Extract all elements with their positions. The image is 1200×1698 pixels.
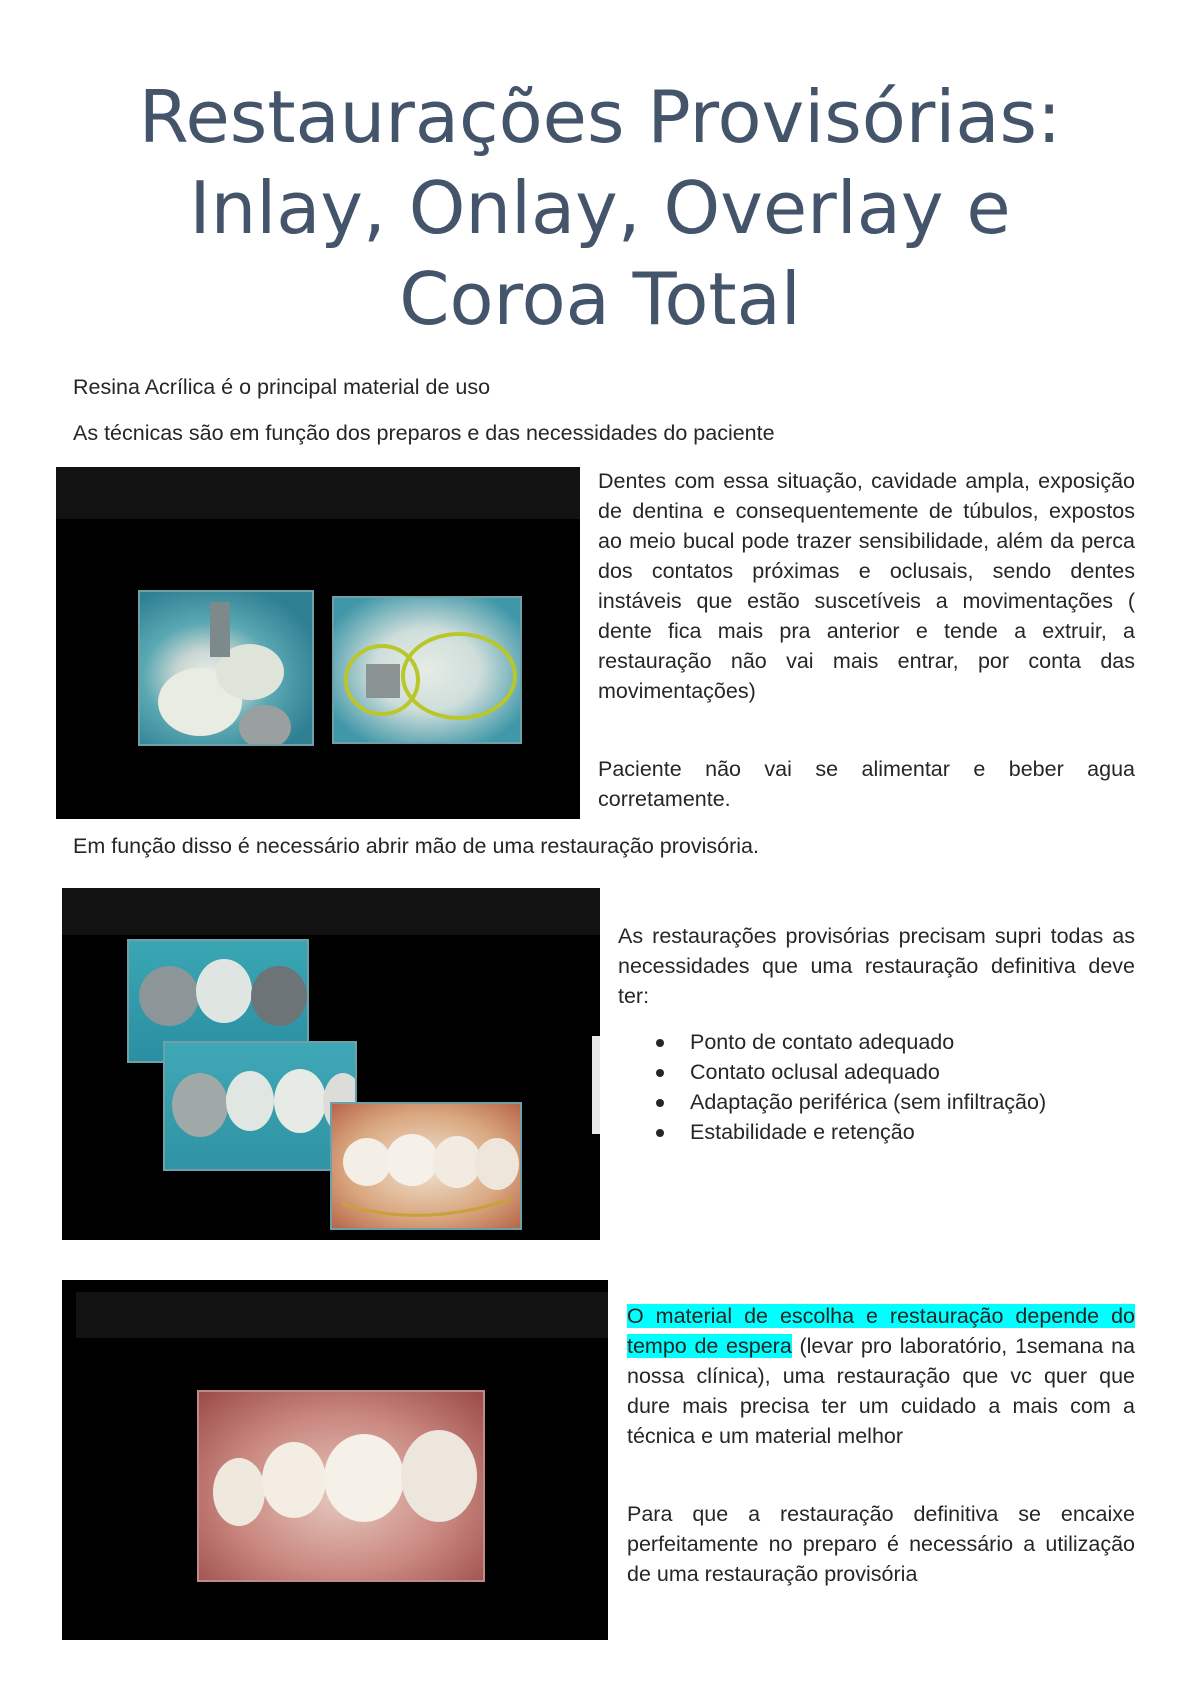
slide-header-bar bbox=[62, 888, 600, 935]
list-item: Adaptação periférica (sem infiltração) bbox=[648, 1087, 1046, 1117]
title-line-2: Inlay, Onlay, Overlay e bbox=[189, 166, 1011, 250]
cavity-preparation-photo bbox=[56, 467, 580, 819]
title-line-1: Restaurações Provisórias: bbox=[138, 75, 1062, 159]
intro-paragraph-1: Resina Acrílica é o principal material de uso bbox=[73, 375, 491, 399]
section2-intro: As restaurações provisórias precisam supri todas as necessidades que uma restauração definitiva deve ter: bbox=[618, 924, 1135, 1008]
section1-paragraph-2: Paciente não vai se alimentar e beber agua corretamente. bbox=[598, 757, 1135, 811]
restorations-closeup-image bbox=[197, 1390, 485, 1582]
slide-header-bar bbox=[76, 1292, 608, 1338]
section1-paragraph-1: Dentes com essa situação, cavidade ampla, exposição de dentina e consequentemente de túbulos, expostos ao meio bucal pode trazer sensibilidade, além da perca dos contatos próximas e oclusais, sendo dentes instáveis que estão suscetíveis a movimentações ( dente fica mais pra anterior e tende a extruir, a restauração não vai mais entrar, por conta das movimentações) bbox=[598, 469, 1135, 703]
prepared-teeth-image bbox=[163, 1041, 357, 1171]
bridge-paragraph: Em função disso é necessário abrir mão de uma restauração provisória. bbox=[73, 834, 759, 858]
list-item: Contato oclusal adequado bbox=[648, 1057, 1046, 1087]
highlighted-text: O material de escolha e restauração depende do tempo de espera bbox=[627, 1304, 1135, 1358]
slide-edge bbox=[592, 1036, 600, 1134]
requirements-list bbox=[648, 1027, 1046, 1147]
list-item: Estabilidade e retenção bbox=[648, 1117, 1046, 1147]
restored-teeth-photo bbox=[62, 1280, 608, 1640]
section3-paragraph-2: Para que a restauração definitiva se encaixe perfeitamente no preparo é necessário a utilização de uma restauração provisória bbox=[627, 1502, 1135, 1586]
page-title bbox=[60, 72, 1140, 345]
provisional-restoration-collage bbox=[62, 888, 600, 1240]
provisional-crowns-image bbox=[330, 1102, 522, 1230]
list-item: Ponto de contato adequado bbox=[648, 1027, 1046, 1057]
section3-text: (levar pro laboratório, 1semana na nossa clínica), uma restauração que vc quer que dure mais precisa ter um cuidado a mais com a técnica e um material melhor bbox=[627, 1334, 1135, 1448]
title-line-3: Coroa Total bbox=[399, 257, 801, 341]
section3-paragraph-1 bbox=[627, 1301, 1135, 1451]
tooth-preparation-image-left bbox=[138, 590, 314, 746]
tooth-preparation-image-right bbox=[332, 596, 522, 744]
intro-paragraph-2: As técnicas são em função dos preparos e das necessidades do paciente bbox=[73, 421, 775, 445]
slide-header-bar bbox=[56, 467, 580, 519]
